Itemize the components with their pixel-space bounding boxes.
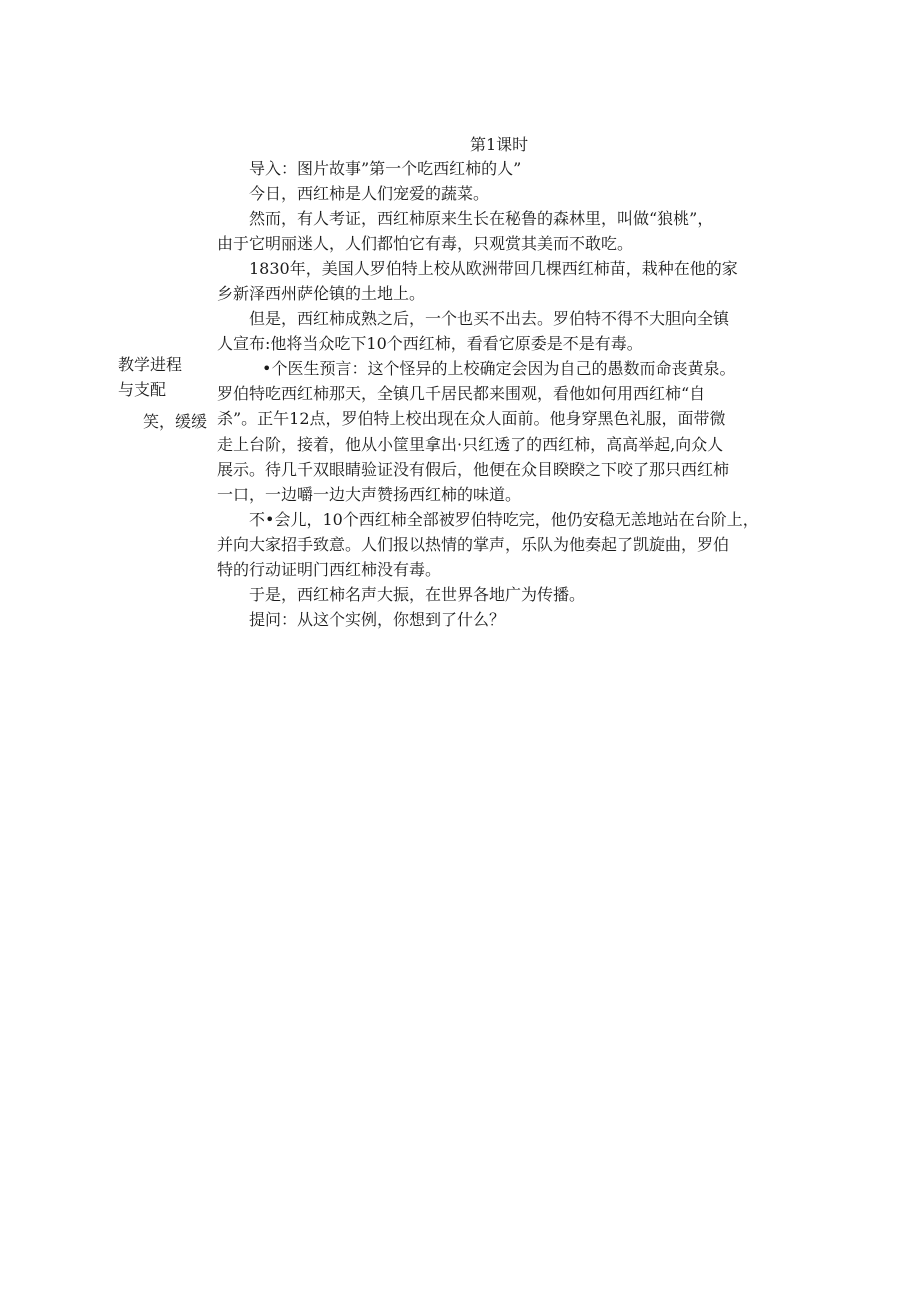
- text-line: 走上台阶，接着，他从小筐里拿出·只红透了的西红柿，高高举起,向众人: [217, 435, 724, 454]
- text-line: 不•会儿，10个西红柿全部被罗伯特吃完，他仍安稳无恙地站在台阶上，: [249, 510, 759, 529]
- text-line: 特的行动证明门西红柿没有毒。: [217, 560, 442, 579]
- side-label-line-3: 笑，缓缓: [143, 412, 208, 431]
- text-line: 今日，西红柿是人们宠爱的蔬菜。: [249, 184, 490, 203]
- text-line: 展示。待几千双眼睛验证没有假后，他便在众目睽睽之下咬了那只西红柿: [217, 460, 730, 479]
- text-line: 1830年，美国人罗伯特上校从欧洲带回几棵西红柿苗，栽种在他的家: [249, 259, 738, 278]
- story-text-block-2: [217, 432, 817, 632]
- text-line: 乡新泽西州萨伦镇的土地上。: [217, 284, 426, 303]
- text-line: 一口，一边嚼一边大声赞扬西红柿的味道。: [217, 485, 522, 504]
- text-line: 导入：图片故事”第一个吃西红柿的人”: [249, 159, 522, 178]
- text-line: 杀”。正午12点，罗伯特上校出现在众人面前。他身穿黑色礼服，面带微: [217, 409, 726, 428]
- lesson-heading: 第1课时: [470, 135, 529, 154]
- text-line: 但是，西红柿成熟之后，一个也买不出去。罗伯特不得不大胆向全镇: [249, 309, 730, 328]
- text-line: 于是，西红柿名声大振，在世界各地广为传播。: [249, 585, 586, 604]
- text-line: •个医生预言：这个怪异的上校确定会因为自己的愚数而命丧黄泉。: [262, 359, 736, 378]
- text-line: 由于它明丽迷人，人们都怕它有毒，只观赏其美而不敢吃。: [217, 234, 634, 253]
- text-line: 然而，有人考证，西红柿原来生长在秘鲁的森林里，叫做“狼桃”，: [249, 209, 714, 228]
- text-line: 人宣布:他将当众吃下10个西红柿，看看它原委是不是有毒。: [217, 334, 643, 353]
- story-text-block-1: [217, 156, 817, 431]
- text-line: 并向大家招手致意。人们报以热情的掌声，乐队为他奏起了凯旋曲，罗伯: [217, 535, 730, 554]
- text-line: 提问：从这个实例，你想到了什么？: [249, 610, 506, 629]
- side-label-line-1: 教学进程: [118, 355, 183, 374]
- text-line: 罗伯特吃西红柿那天，全镇几千居民都来围观，看他如何用西红柿“自: [217, 384, 706, 403]
- side-label-line-2: 与支配: [118, 380, 167, 399]
